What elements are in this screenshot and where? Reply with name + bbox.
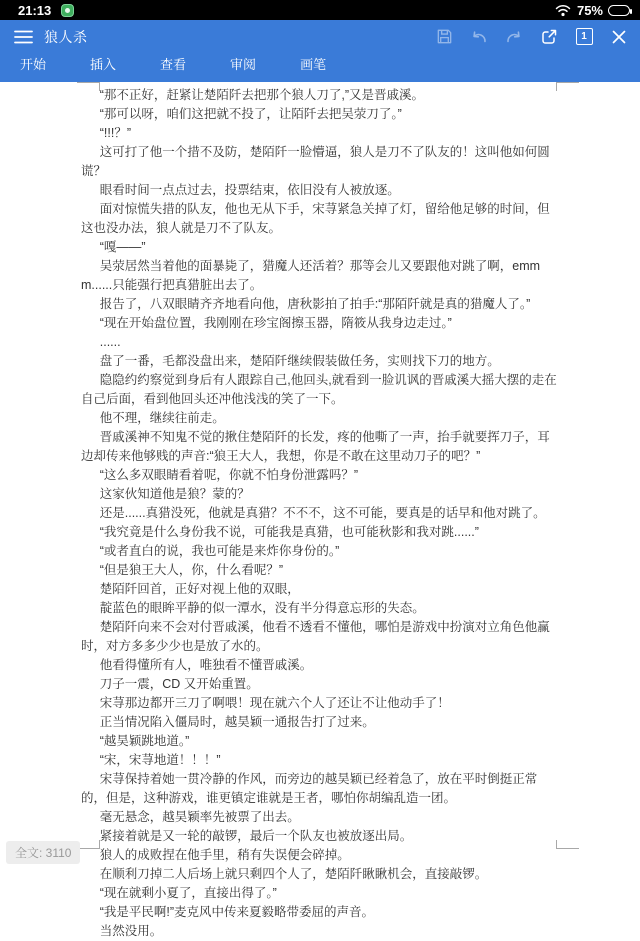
paragraph[interactable]: 吴荥居然当着他的面暴毙了，猎魔人还活着？那等会儿又要跟他对跳了啊，emmm......只能强行把真猎脏出去了。: [81, 259, 541, 292]
paragraph[interactable]: ......: [99, 335, 121, 349]
paragraph[interactable]: “那不正好，赶紧让楚陌阡去把那个狼人刀了,”又是晋戚溪。: [99, 88, 425, 102]
paragraph[interactable]: 楚陌阡回首，正好对视上他的双眼，: [99, 582, 300, 596]
paragraph[interactable]: 他看得懂所有人，唯独看不懂晋戚溪。: [99, 658, 313, 672]
paragraph[interactable]: 报告了，八双眼睛齐齐地看向他，唐秋影拍了拍手:“那陌阡就是真的猎魔人了。”: [99, 297, 531, 311]
word-count-badge: 全文: 3110: [6, 841, 80, 864]
paragraph[interactable]: 刀子一震，CD 又开始重置。: [99, 677, 259, 691]
paragraph[interactable]: 这可打了他一个措不及防，楚陌阡一脸懵逼，狼人是刀不了队友的！这叫他如何圆谎？: [81, 145, 550, 178]
paragraph[interactable]: “我究竟是什么身份我不说，可能我是真猎，也可能秋影和我对跳......”: [99, 525, 479, 539]
paragraph[interactable]: 当然没用。: [99, 924, 163, 938]
share-export-icon: [539, 27, 559, 47]
ribbon-tab[interactable]: 画笔: [300, 57, 327, 72]
document-canvas[interactable]: [0, 82, 640, 938]
share-button[interactable]: [536, 24, 562, 50]
ribbon-tab[interactable]: 审阅: [230, 57, 257, 72]
clock: 21:13: [18, 2, 52, 18]
document-text: [81, 86, 561, 941]
paragraph[interactable]: 狼人的成败捏在他手里，稍有失误便会碎掉。: [99, 848, 350, 862]
paragraph[interactable]: “我是平民啊!”麦克风中传来夏毅略带委屈的声音。: [99, 905, 375, 919]
status-bar: [0, 0, 640, 20]
battery-percent: 75%: [576, 2, 603, 18]
paragraph[interactable]: “那可以呀，咱们这把就不投了，让陌阡去把吴荥刀了。”: [99, 107, 402, 121]
undo-arrow-icon: [469, 28, 489, 46]
ribbon-tab[interactable]: 开始: [20, 57, 47, 72]
paragraph[interactable]: “这么多双眼睛看着呢，你就不怕身份泄露吗？”: [99, 468, 359, 482]
ribbon-tabs: [0, 53, 640, 82]
paragraph[interactable]: 靛蓝色的眼眸平静的似一潭水，没有半分得意忘形的失态。: [99, 601, 425, 615]
hamburger-menu-icon: [14, 29, 33, 45]
ribbon-tab[interactable]: 插入: [90, 57, 117, 72]
paragraph[interactable]: 楚陌阡向来不会对付晋戚溪，他看不透看不懂他，哪怕是游戏中扮演对立角色他赢时，对方多多少少也是放了水的。: [81, 620, 550, 653]
paragraph[interactable]: 盘了一番，毛都没盘出来，楚陌阡继续假装做任务，实则找下刀的地方。: [99, 354, 500, 368]
paragraph[interactable]: 正当情况陷入僵局时，越昊颖一通报告打了过来。: [99, 715, 375, 729]
paragraph[interactable]: 眼看时间一点点过去，投票结束，依旧没有人被放逐。: [99, 183, 400, 197]
paragraph[interactable]: “现在就剩小夏了，直接出得了。”: [99, 886, 277, 900]
paragraph[interactable]: 还是......真猎没死，他就是真猎？不不不，这不可能，要真是的话早和他对跳了。: [99, 506, 546, 520]
close-button[interactable]: [606, 24, 632, 50]
paragraph[interactable]: 宋荨那边都开三刀了啊喂！现在就六个人了还让不让他动手了！: [99, 696, 450, 710]
hamburger-menu-button[interactable]: [10, 24, 36, 50]
paragraph[interactable]: 在顺利刀掉二人后场上就只剩四个人了，楚陌阡瞅瞅机会，直接敲锣。: [99, 867, 488, 881]
paragraph[interactable]: “或者直白的说，我也可能是来炸你身份的。”: [99, 544, 340, 558]
paragraph[interactable]: 宋荨保持着她一贯冷静的作风，而旁边的越昊颖已经着急了，放在平时倒挺正常的，但是，这种游戏，谁更镇定谁就是王者，哪怕你胡编乱造一团。: [81, 772, 538, 805]
paragraph[interactable]: 隐隐约约察觉到身后有人跟踪自己,他回头,就看到一脸讥讽的晋戚溪大摇大摆的走在自己后面，看到他回头还冲他浅浅的笑了一下。: [81, 373, 557, 406]
paragraph[interactable]: 这家伙知道他是狼？蒙的？: [99, 487, 250, 501]
undo-button[interactable]: [466, 24, 492, 50]
paragraph[interactable]: 他不理，继续往前走。: [99, 411, 225, 425]
wifi-icon: [554, 3, 572, 17]
ribbon-tab[interactable]: 查看: [160, 57, 187, 72]
paragraph[interactable]: “但是狼王大人，你，什么看呢？”: [99, 563, 284, 577]
paragraph[interactable]: “现在开始盘位置，我刚刚在珍宝阁擦玉器，隋筱从我身边走过。”: [99, 316, 452, 330]
battery-icon: [608, 5, 630, 16]
floppy-save-icon: [435, 27, 454, 46]
paragraph[interactable]: “宋，宋荨地道！！！”: [99, 753, 221, 767]
close-x-icon: [610, 28, 628, 46]
paragraph[interactable]: 毫无悬念，越昊颖率先被票了出去。: [99, 810, 300, 824]
window-count-icon: 1: [576, 28, 593, 45]
paragraph[interactable]: 紧接着就是又一轮的敲锣，最后一个队友也被放逐出局。: [99, 829, 413, 843]
paragraph[interactable]: 面对惊慌失措的队友，他也无从下手，宋荨紧急关掉了灯，留给他足够的时间，但这也没办法，狼人就是刀不了队友。: [81, 202, 550, 235]
save-button[interactable]: [431, 24, 457, 50]
paragraph[interactable]: 晋戚溪神不知鬼不觉的揪住楚陌阡的长发，疼的他嘶了一声，抬手就要挥刀子，耳边却传来他够贱的声音:“狼王大人，我想，你是不敢在这里动刀子的吧？”: [81, 430, 550, 463]
green-app-dot-icon: [61, 4, 74, 17]
redo-arrow-icon: [504, 28, 524, 46]
redo-button[interactable]: [501, 24, 527, 50]
paragraph[interactable]: “嘎——”: [99, 240, 146, 254]
document-title: 狼人杀: [44, 28, 88, 45]
window-switcher-button[interactable]: [571, 24, 597, 50]
app-header: [0, 20, 640, 82]
paragraph[interactable]: “越昊颖跳地道。”: [99, 734, 190, 748]
paragraph[interactable]: “!!!？”: [99, 126, 131, 140]
